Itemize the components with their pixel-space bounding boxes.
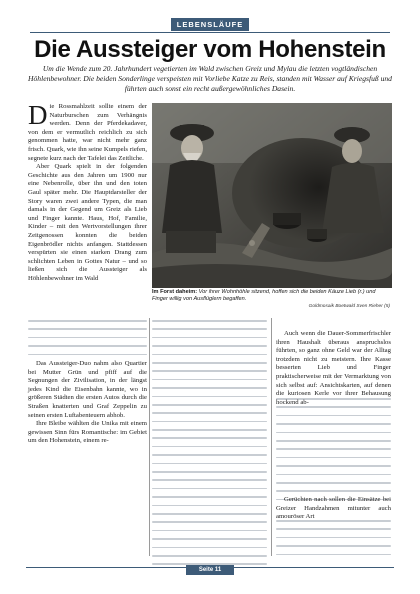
body-paragraph: Gerüchten nach sollen die Einsätze bei Greizer Handzahmen mitunter auch amouröser Art [276, 496, 391, 521]
blurred-text-block [28, 320, 147, 362]
caption-lead: Im Forst daheim: [152, 289, 198, 295]
photo-credit: Goldmosaik Boetwald Sven Rieher (5) [308, 304, 390, 309]
left-column-upper [28, 100, 147, 283]
body-paragraph: Ihre Bleibe wählten die Unika mit einem gewissen Sinn fürs Romantische: im Gebiet um den Hohenstein, einem re- [28, 420, 147, 445]
headline: Die Aussteiger vom Hohenstein [34, 36, 386, 63]
intro-paragraph [28, 100, 147, 163]
section-rule [30, 32, 390, 33]
photo-illustration [152, 103, 392, 288]
intro-text: ie Rossmahlzeit sollte einem der Naturburschen zum Verhängnis werden. Denn der Pferdekadaver, von dem er vermutlich reichlich zu sich genommen hatte, war nicht mehr ganz frisch. Quark, wie ihn seine Kumpels riefen, segnete kurz nach der Tafelei das Zeitliche. [28, 103, 147, 162]
page-number: Seite 11 [186, 565, 234, 575]
photo-caption [152, 289, 392, 303]
article-photo [152, 103, 392, 288]
blurred-text-block [276, 520, 391, 562]
column-rule [271, 318, 272, 556]
blurred-text-block [152, 320, 267, 572]
left-column-lower [28, 360, 147, 446]
right-column-lower [276, 496, 391, 522]
article-deck: Um die Wende zum 20. Jahrhundert vegetierten im Wald zwischen Greiz und Mylau die letzten vogtländischen Höhlenbewohner. Die beiden Sonderlinge verspeisten mit Vorliebe Katze zu Reis, standen mit Wasser auf Kriegsfuß und führten auch sonst ein recht außergewöhnliches Dasein. [28, 64, 392, 93]
column-rule [149, 318, 150, 556]
right-column-upper [276, 330, 391, 407]
body-paragraph: Aber Quark spielt in der folgenden Geschichte aus den Jahren um 1900 nur eine Nebenrolle, über ihn und den toten Gaul später mehr. Die Hauptdarsteller der Story waren zwei andere Typen, die man damals in der Gegend um Greiz als Lieb und Finger kannte. Haus, Hof, Familie, Kinder – mit den Wertvorstellungen ihrer Zeitgenossen konnten die beiden Eigenbrödler nichts anfangen. Stattdessen verspürten sie einen starken Drang zum schlichten Leben in Gottes Natur – und so ließen sich die Aussteiger als Höhlenbewohner im Wald [28, 163, 147, 282]
caption-text: Vor ihrer Wohnhöhle sitzend, hoffen sich die beiden Käuze Lieb (r.) und Finger willig von Ausflüglern begaffen. [152, 289, 376, 302]
section-label: LEBENSLÄUFE [171, 18, 249, 31]
blurred-text-block [276, 398, 391, 507]
body-paragraph: Das Aussteiger-Duo nahm also Quartier bei Mutter Grün und pfiff auf die Segnungen der Zivilisation, in der längst jedes Kind die Eisenbahn kannte, wo in größeren Städten die ersten Autos durch die Straßen knatterten und Graf Zeppelin zu seinen ersten Luftabenteuern abhob. [28, 360, 147, 419]
body-paragraph: Auch wenn die Dauer-Sommerfrischler ihren Haushalt überaus anspruchslos führten, so ganz ohne Geld war der Alltag trotzdem nicht zu meistern. Ihre Kasse besserten Lieb und Finger praktischerweise mit der Vermarktung von sich selbst auf: Ansichtskarten, auf denen die kuriosen Kerle vor ihrer Behausung hockend ab- [276, 330, 391, 406]
drop-cap: D [28, 100, 48, 130]
